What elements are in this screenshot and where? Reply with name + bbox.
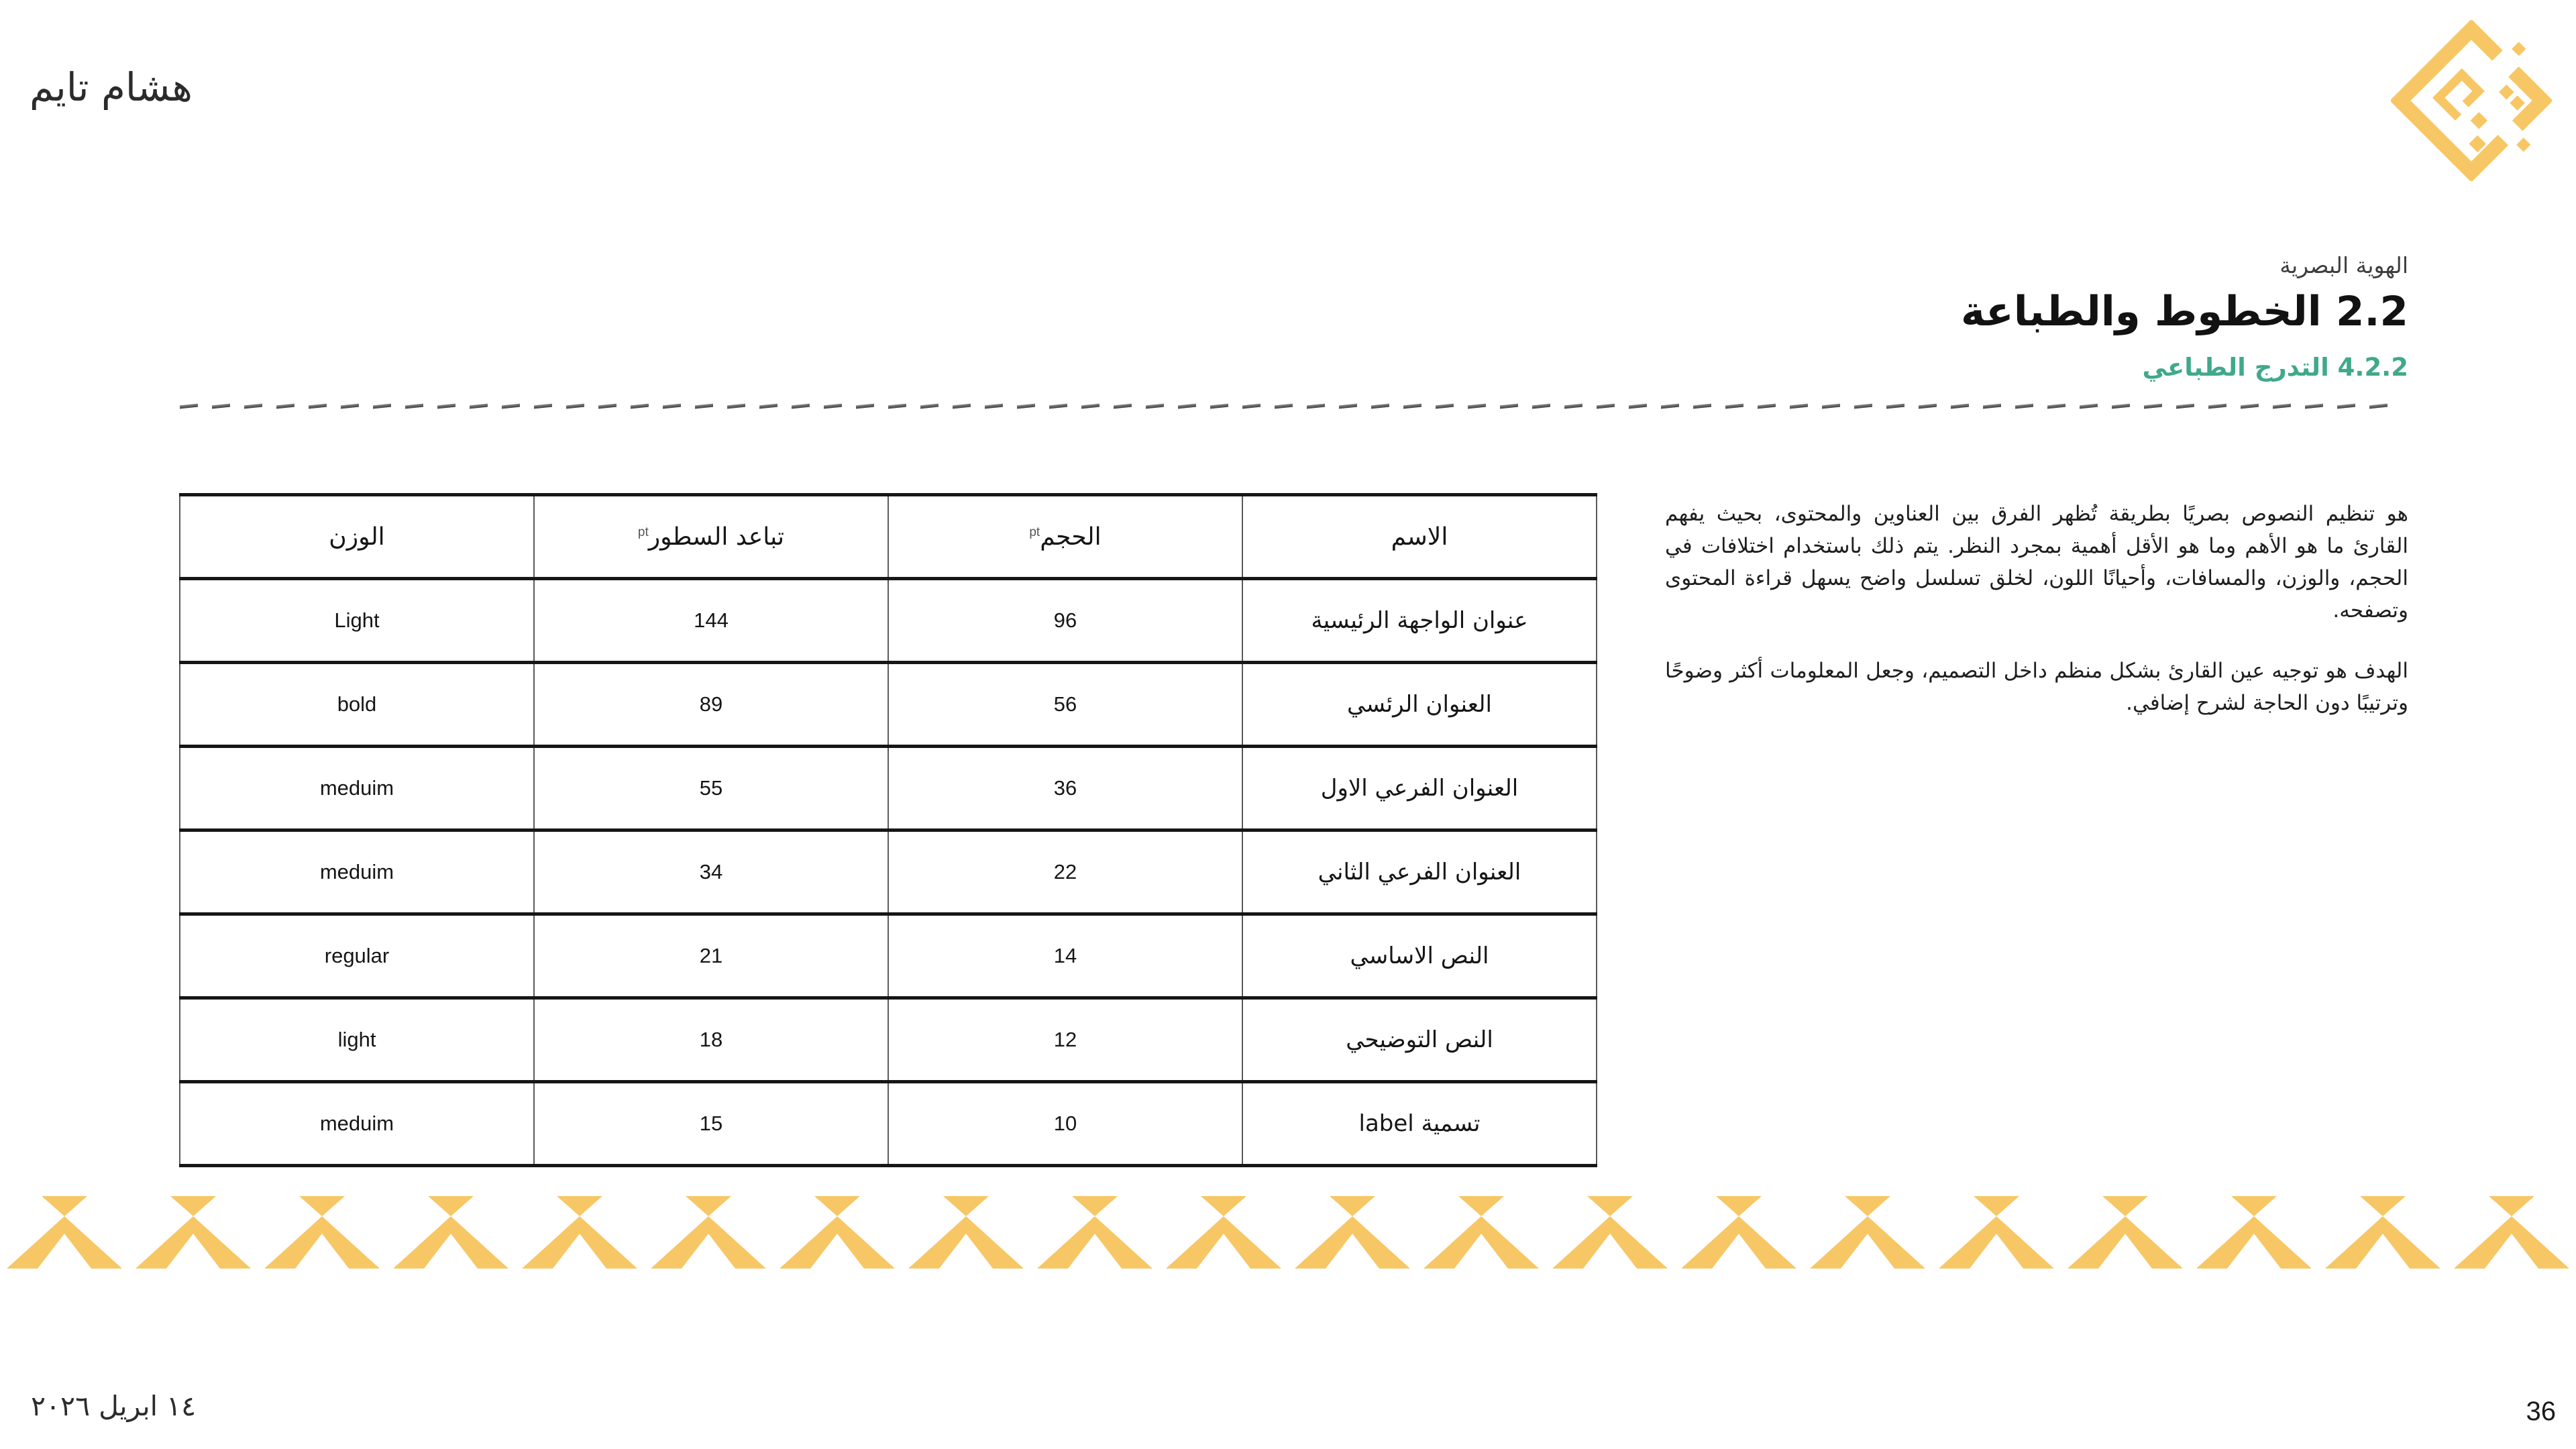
table-row <box>180 830 1597 914</box>
divider-dash <box>2047 403 2065 409</box>
divider-dash <box>373 403 391 409</box>
dashed-divider <box>180 402 2402 409</box>
brand-wordmark: هشام تايم <box>30 64 193 110</box>
leading-cell: 144 <box>534 579 888 663</box>
divider-dash <box>1919 403 1937 409</box>
spec-table-header-row <box>180 495 1597 579</box>
divider-dash <box>1597 403 1615 409</box>
divider-dash <box>180 403 198 409</box>
leading-cell: 34 <box>534 830 888 914</box>
divider-dash <box>1661 403 1679 409</box>
name-cell: العنوان الفرعي الاول <box>1242 747 1597 830</box>
divider-dash <box>1210 403 1228 409</box>
divider-dash <box>2337 403 2355 409</box>
section-headers <box>1961 252 2408 382</box>
divider-dash <box>953 403 971 409</box>
divider-dash <box>824 403 842 409</box>
name-cell: النص الاساسي <box>1242 914 1597 998</box>
table-row <box>180 1082 1597 1166</box>
leading-cell: 18 <box>534 998 888 1082</box>
divider-dash <box>566 403 584 409</box>
name-cell: العنوان الفرعي الثاني <box>1242 830 1597 914</box>
typography-spec-table <box>179 493 1597 1167</box>
divider-dash <box>1468 403 1486 409</box>
divider-dash <box>2305 403 2323 409</box>
name-cell: عنوان الواجهة الرئيسية <box>1242 579 1597 663</box>
unit-superscript: pt <box>637 525 649 539</box>
divider-dash <box>1629 403 1647 409</box>
divider-dash <box>1983 403 2001 409</box>
divider-dash <box>405 403 423 409</box>
spec-table-body <box>180 579 1597 1166</box>
size-cell: 22 <box>888 830 1242 914</box>
table-row <box>180 998 1597 1082</box>
size-cell: 10 <box>888 1082 1242 1166</box>
divider-dash <box>1725 403 1743 409</box>
name-cell: النص التوضيحي <box>1242 998 1597 1082</box>
divider-dash <box>341 403 359 409</box>
divider-dash <box>920 403 938 409</box>
column-header-3: الوزن <box>180 495 534 579</box>
divider-dash <box>2080 403 2098 409</box>
size-cell: 56 <box>888 663 1242 747</box>
weight-cell: meduim <box>180 830 534 914</box>
leading-cell: 55 <box>534 747 888 830</box>
size-cell: 12 <box>888 998 1242 1082</box>
divider-dash <box>2273 403 2291 409</box>
footer-date: ١٤ ابريل ٢٠٢٦ <box>31 1390 197 1422</box>
divider-dash <box>2015 403 2033 409</box>
divider-dash <box>2112 403 2130 409</box>
name-cell: تسمية label <box>1242 1082 1597 1166</box>
divider-dash <box>2176 403 2194 409</box>
tent-zigzag-pattern-svg <box>0 1196 2576 1269</box>
table-row <box>180 914 1597 998</box>
intro-paragraph-2: الهدف هو توجيه عين القارئ بشكل منظم داخل التصميم، وجعل المعلومات أكثر وضوحًا وترتيبًا دون الحاجة لشرح إضافي. <box>1665 659 2408 715</box>
name-cell: العنوان الرئسي <box>1242 663 1597 747</box>
kufic-diamond-logo <box>2391 20 2552 181</box>
divider-dash <box>1758 403 1776 409</box>
intro-paragraph-1: هو تنظيم النصوص بصريًا بطريقة تُظهر الفرق بين العناوين والمحتوى، بحيث يفهم القارئ ما هو الأهم وما هو الأقل أهمية بمجرد النظر. يتم ذلك باستخدام اختلافات في الحجم، والوزن، والمسافات، وأحيانًا اللون، لخلق تسلسل واضح يسهل قراءة المحتوى وتصفحه. <box>1665 502 2408 623</box>
table-row <box>180 747 1597 830</box>
divider-dash <box>1178 403 1196 409</box>
size-cell: 36 <box>888 747 1242 830</box>
divider-dash <box>1564 403 1582 409</box>
divider-dash <box>534 403 552 409</box>
divider-dash <box>2369 403 2387 409</box>
divider-dash <box>631 403 649 409</box>
divider-dash <box>502 403 520 409</box>
divider-dash <box>1790 403 1808 409</box>
divider-dash <box>1403 403 1421 409</box>
subsection-title: 4.2.2 التدرج الطباعي <box>2142 353 2408 382</box>
divider-dash <box>695 403 713 409</box>
divider-dash <box>759 403 777 409</box>
section-eyebrow: الهوية البصرية <box>2279 252 2408 278</box>
size-cell: 14 <box>888 914 1242 998</box>
divider-dash <box>727 403 745 409</box>
column-header-1: الحجم$^{pt}$ <box>888 495 1242 579</box>
table-row <box>180 579 1597 663</box>
weight-cell: bold <box>180 663 534 747</box>
divider-dash <box>1275 403 1293 409</box>
divider-dash <box>888 403 906 409</box>
divider-dash <box>1371 403 1389 409</box>
weight-cell: meduim <box>180 1082 534 1166</box>
divider-dash <box>1081 403 1099 409</box>
divider-dash <box>1049 403 1067 409</box>
divider-dash <box>1307 403 1325 409</box>
table-row <box>180 663 1597 747</box>
divider-dash <box>212 403 230 409</box>
weight-cell: regular <box>180 914 534 998</box>
divider-dash <box>1532 403 1550 409</box>
divider-dash <box>1854 403 1872 409</box>
weight-cell: meduim <box>180 747 534 830</box>
divider-dash <box>1146 403 1164 409</box>
unit-superscript: pt <box>1029 525 1040 539</box>
divider-dash <box>1886 403 1904 409</box>
divider-dash <box>2241 403 2259 409</box>
page-number: 36 <box>2526 1397 2556 1426</box>
leading-cell: 15 <box>534 1082 888 1166</box>
divider-dash <box>276 403 294 409</box>
divider-dash <box>470 403 488 409</box>
divider-dash <box>309 403 327 409</box>
divider-dash <box>1436 403 1454 409</box>
leading-cell: 21 <box>534 914 888 998</box>
divider-dash <box>985 403 1003 409</box>
column-header-2: تباعد السطور$^{pt}$ <box>534 495 888 579</box>
divider-dash <box>2144 403 2162 409</box>
spec-table-head <box>180 495 1597 579</box>
size-cell: 96 <box>888 579 1242 663</box>
divider-dash <box>1242 403 1260 409</box>
divider-dash <box>437 403 455 409</box>
divider-dash <box>1017 403 1035 409</box>
divider-dash <box>792 403 810 409</box>
divider-dash <box>1114 403 1132 409</box>
divider-dash <box>244 403 262 409</box>
intro-text <box>1665 498 2408 719</box>
divider-dash <box>663 403 681 409</box>
divider-dash <box>1339 403 1357 409</box>
column-header-0: الاسم <box>1242 495 1597 579</box>
divider-dash <box>1951 403 1969 409</box>
weight-cell: light <box>180 998 534 1082</box>
divider-dash <box>1693 403 1711 409</box>
divider-dash <box>856 403 874 409</box>
page-title: 2.2 الخطوط والطباعة <box>1961 288 2408 335</box>
tent-zigzag-pattern <box>0 1196 2576 1269</box>
divider-dash <box>598 403 616 409</box>
divider-dash <box>1500 403 1518 409</box>
kufic-diamond-logo-svg <box>2391 20 2552 181</box>
divider-dash <box>2208 403 2226 409</box>
leading-cell: 89 <box>534 663 888 747</box>
weight-cell: Light <box>180 579 534 663</box>
divider-dash <box>1822 403 1840 409</box>
